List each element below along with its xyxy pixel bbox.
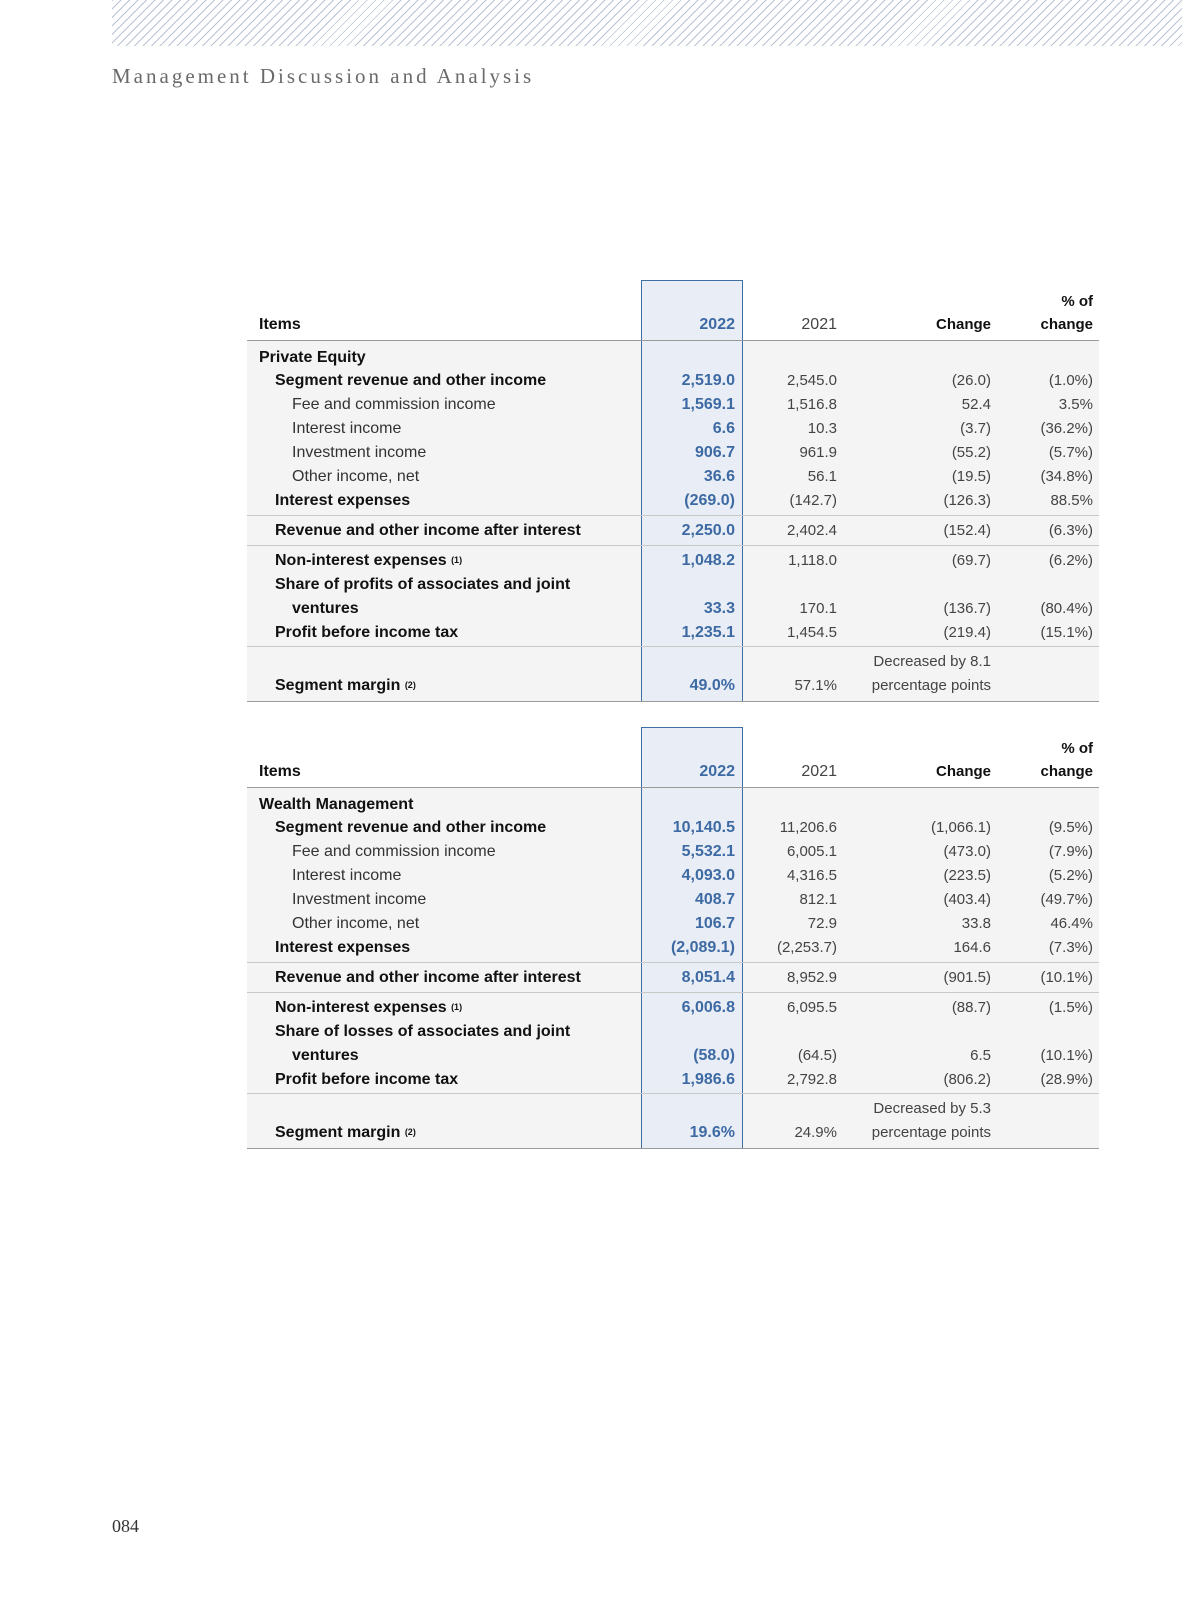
row-label: Revenue and other income after interest [275, 969, 581, 986]
header-hatch-band [112, 0, 1182, 46]
table-row [247, 465, 1099, 489]
header-pct-line1: % of [1061, 740, 1093, 757]
cell-2021: 24.9% [794, 1124, 837, 1141]
cell-2021: 170.1 [799, 600, 837, 617]
row-label: Segment revenue and other income [275, 819, 547, 836]
cell-2021: 72.9 [807, 915, 837, 932]
cell-2022: (58.0) [693, 1047, 735, 1064]
cell-change: (152.4) [943, 522, 991, 539]
table-row [247, 1068, 1099, 1092]
row-label: Share of profits of associates and joint [275, 576, 571, 593]
row-label: Investment income [292, 444, 427, 461]
header-pct-line2: change [1040, 316, 1093, 333]
segment-heading-row [247, 793, 1099, 817]
table-row [247, 864, 1099, 888]
table-row [247, 996, 1099, 1020]
cell-2022: 106.7 [694, 915, 735, 932]
header-change: Change [935, 316, 991, 333]
cell-pct: (49.7%) [1040, 891, 1093, 908]
table-row [247, 519, 1099, 543]
cell-pct: (6.3%) [1048, 522, 1093, 539]
cell-2022: 19.6% [689, 1124, 735, 1141]
divider [247, 1093, 1099, 1094]
table-row [247, 936, 1099, 960]
cell-2021: 57.1% [794, 677, 837, 694]
cell-pct: (36.2%) [1040, 420, 1093, 437]
row-label: Fee and commission income [292, 396, 496, 413]
table-row [247, 912, 1099, 936]
cell-2022: 6,006.8 [681, 999, 735, 1016]
divider [247, 962, 1099, 963]
cell-change: (806.2) [943, 1071, 991, 1088]
cell-change: (19.5) [951, 468, 991, 485]
cell-pct: (5.7%) [1048, 444, 1093, 461]
table-row [247, 417, 1099, 441]
cell-pct: (1.0%) [1048, 372, 1093, 389]
header-pct-line1: % of [1061, 293, 1093, 310]
cell-change: Decreased by 5.3 [873, 1100, 991, 1117]
cell-2022: 10,140.5 [672, 819, 735, 836]
table-row [247, 674, 1099, 698]
cell-pct: (15.1%) [1040, 624, 1093, 641]
table-row [247, 966, 1099, 990]
cell-2021: 4,316.5 [786, 867, 837, 884]
cell-2022: 1,048.2 [681, 552, 735, 569]
cell-change: (88.7) [951, 999, 991, 1016]
cell-2021: 10.3 [807, 420, 837, 437]
cell-change: (26.0) [951, 372, 991, 389]
table-row [247, 888, 1099, 912]
cell-change: (3.7) [960, 420, 991, 437]
cell-change: Decreased by 8.1 [873, 653, 991, 670]
cell-change: 33.8 [961, 915, 991, 932]
cell-change: (136.7) [943, 600, 991, 617]
row-label-cont: ventures [292, 600, 359, 617]
header-2021: 2021 [801, 763, 837, 780]
cell-2021: 812.1 [799, 891, 837, 908]
cell-2021: 1,516.8 [786, 396, 837, 413]
row-label: Revenue and other income after interest [275, 522, 581, 539]
divider [247, 787, 1099, 788]
page-number: 084 [112, 1516, 139, 1536]
row-label: Segment margin $^{(2)}$ [275, 1124, 416, 1141]
table-row [247, 549, 1099, 573]
row-label: Non-interest expenses $^{(1)}$ [275, 552, 463, 569]
cell-pct: 3.5% [1058, 396, 1093, 413]
cell-2021: (64.5) [797, 1047, 837, 1064]
cell-2022: 36.6 [703, 468, 735, 485]
header-row [247, 760, 1099, 784]
table-row-wrap [247, 1020, 1099, 1044]
cell-2022: 6.6 [712, 420, 735, 437]
cell-2021: (142.7) [789, 492, 837, 509]
cell-change: (403.4) [943, 891, 991, 908]
cell-2022: 2,250.0 [681, 522, 735, 539]
row-label: Profit before income tax [275, 624, 459, 641]
cell-2022: (2,089.1) [670, 939, 735, 956]
divider [247, 701, 1099, 702]
cell-2021: 2,402.4 [786, 522, 837, 539]
cell-2022: 49.0% [689, 677, 735, 694]
section-title: Management Discussion and Analysis [112, 64, 535, 88]
cell-pct: (7.3%) [1048, 939, 1093, 956]
cell-change: (1,066.1) [930, 819, 991, 836]
cell-pct: 88.5% [1050, 492, 1093, 509]
private-equity-table [247, 280, 1099, 702]
row-label: Segment revenue and other income [275, 372, 547, 389]
table-row [247, 1121, 1099, 1145]
cell-pct: (10.1%) [1040, 1047, 1093, 1064]
cell-2022: 4,093.0 [681, 867, 735, 884]
cell-pct: 46.4% [1050, 915, 1093, 932]
table-row [247, 597, 1099, 621]
segment-name: Wealth Management [259, 796, 414, 813]
cell-2022: 1,569.1 [681, 396, 735, 413]
cell-2021: 2,792.8 [786, 1071, 837, 1088]
cell-2021: (2,253.7) [776, 939, 837, 956]
cell-change: (69.7) [951, 552, 991, 569]
cell-change: (219.4) [943, 624, 991, 641]
table-row [247, 393, 1099, 417]
cell-2022: 1,986.6 [681, 1071, 735, 1088]
header-2021: 2021 [801, 316, 837, 333]
row-label: Interest income [292, 867, 402, 884]
cell-change: 164.6 [953, 939, 991, 956]
segment-heading-row [247, 346, 1099, 370]
table-row [247, 441, 1099, 465]
margin-note-row [247, 1097, 1099, 1121]
table-row [247, 489, 1099, 513]
header-row [247, 313, 1099, 337]
header-2022: 2022 [699, 316, 735, 333]
cell-change: percentage points [871, 677, 991, 694]
cell-pct: (80.4%) [1040, 600, 1093, 617]
cell-pct: (7.9%) [1048, 843, 1093, 860]
cell-2021: 2,545.0 [786, 372, 837, 389]
row-label-cont: ventures [292, 1047, 359, 1064]
divider [247, 992, 1099, 993]
cell-2021: 11,206.6 [779, 819, 837, 836]
table-row [247, 816, 1099, 840]
wealth-management-table [247, 727, 1099, 1149]
cell-change: 52.4 [961, 396, 991, 413]
cell-2022: 33.3 [703, 600, 735, 617]
cell-2021: 1,454.5 [786, 624, 837, 641]
cell-change: 6.5 [970, 1047, 991, 1064]
header-items: Items [259, 763, 301, 780]
table-row [247, 840, 1099, 864]
cell-2022: 906.7 [694, 444, 735, 461]
row-label: Other income, net [292, 915, 420, 932]
table-row [247, 1044, 1099, 1068]
divider [247, 646, 1099, 647]
header-pct-line2: change [1040, 763, 1093, 780]
row-label: Interest expenses [275, 492, 411, 509]
cell-2022: 2,519.0 [681, 372, 735, 389]
cell-2021: 6,005.1 [786, 843, 837, 860]
row-label: Interest income [292, 420, 402, 437]
cell-change: (473.0) [943, 843, 991, 860]
cell-2021: 1,118.0 [788, 552, 837, 569]
cell-change: (901.5) [943, 969, 991, 986]
table-row-wrap [247, 573, 1099, 597]
cell-2021: 6,095.5 [786, 999, 837, 1016]
cell-change: (223.5) [943, 867, 991, 884]
row-label: Investment income [292, 891, 427, 908]
row-label: Share of losses of associates and joint [275, 1023, 571, 1040]
cell-2021: 56.1 [807, 468, 837, 485]
cell-2021: 8,952.9 [786, 969, 837, 986]
cell-2022: (269.0) [684, 492, 735, 509]
header-row-top [247, 737, 1099, 761]
cell-2022: 8,051.4 [681, 969, 735, 986]
header-change: Change [935, 763, 991, 780]
cell-change: (55.2) [951, 444, 991, 461]
cell-2021: 961.9 [799, 444, 837, 461]
margin-note-row [247, 650, 1099, 674]
header-row-top [247, 290, 1099, 314]
header-2022: 2022 [699, 763, 735, 780]
cell-2022: 408.7 [694, 891, 735, 908]
divider [247, 1148, 1099, 1149]
cell-change: percentage points [871, 1124, 991, 1141]
table-row [247, 369, 1099, 393]
cell-2022: 1,235.1 [681, 624, 735, 641]
header-items: Items [259, 316, 301, 333]
divider [247, 545, 1099, 546]
cell-pct: (6.2%) [1048, 552, 1093, 569]
divider [247, 515, 1099, 516]
cell-pct: (28.9%) [1040, 1071, 1093, 1088]
cell-pct: (9.5%) [1048, 819, 1093, 836]
cell-change: (126.3) [943, 492, 991, 509]
row-label: Interest expenses [275, 939, 411, 956]
row-label: Other income, net [292, 468, 420, 485]
cell-pct: (34.8%) [1040, 468, 1093, 485]
divider [247, 340, 1099, 341]
cell-pct: (10.1%) [1040, 969, 1093, 986]
row-label: Non-interest expenses $^{(1)}$ [275, 999, 463, 1016]
segment-name: Private Equity [259, 349, 366, 366]
row-label: Profit before income tax [275, 1071, 459, 1088]
cell-2022: 5,532.1 [681, 843, 735, 860]
table-row [247, 621, 1099, 645]
cell-pct: (5.2%) [1048, 867, 1093, 884]
row-label: Segment margin $^{(2)}$ [275, 677, 416, 694]
row-label: Fee and commission income [292, 843, 496, 860]
cell-pct: (1.5%) [1048, 999, 1093, 1016]
